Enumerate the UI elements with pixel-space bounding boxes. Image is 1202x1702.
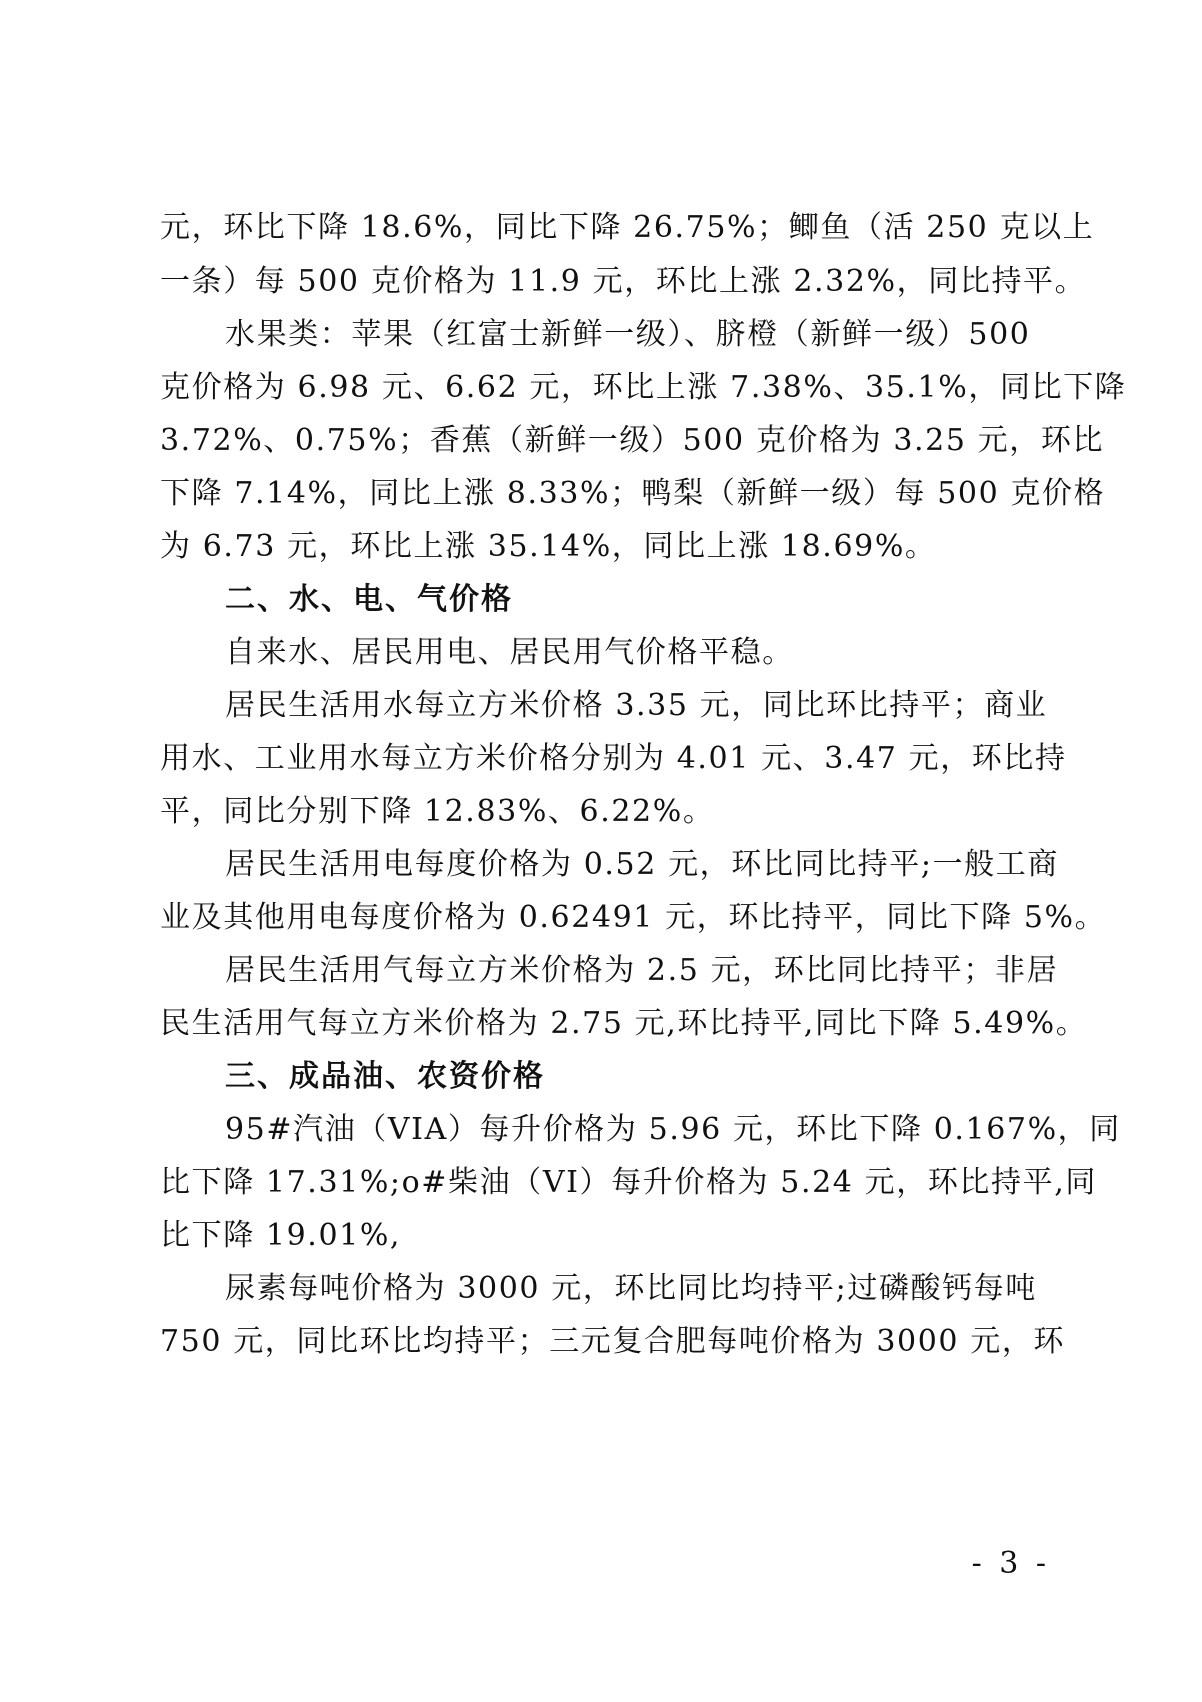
body-text-line: 比下降 19.01%, xyxy=(160,1218,402,1253)
body-text-line: 居民生活用电每度价格为 0.52 元，环比同比持平;一般工商 xyxy=(225,847,1059,882)
page-number: - 3 - xyxy=(971,1546,1050,1581)
body-text-line: 用水、工业用水每立方米价格分别为 4.01 元、3.47 元，环比持 xyxy=(160,741,1067,776)
body-text-line: 民生活用气每立方米价格为 2.75 元,环比持平,同比下降 5.49%。 xyxy=(160,1006,1088,1041)
body-text-line: 平，同比分别下降 12.83%、6.22%。 xyxy=(160,794,715,829)
body-text-line: 尿素每吨价格为 3000 元，环比同比均持平;过磷酸钙每吨 xyxy=(225,1271,1037,1306)
section-heading: 二、水、电、气价格 xyxy=(225,582,513,617)
section-heading: 三、成品油、农资价格 xyxy=(225,1059,545,1094)
body-text-line: 比下降 17.31%;o#柴油（VI）每升价格为 5.24 元，环比持平,同 xyxy=(160,1165,1097,1200)
body-text-line: 下降 7.14%，同比上涨 8.33%；鸭梨（新鲜一级）每 500 克价格 xyxy=(160,476,1106,511)
body-text-line: 自来水、居民用电、居民用气价格平稳。 xyxy=(225,635,794,670)
body-text-line: 一条）每 500 克价格为 11.9 元，环比上涨 2.32%，同比持平。 xyxy=(160,264,1087,299)
body-text-line: 为 6.73 元，环比上涨 35.14%，同比上涨 18.69%。 xyxy=(160,529,937,564)
body-text-line: 水果类：苹果（红富士新鲜一级）、脐橙（新鲜一级）500 xyxy=(225,317,1031,352)
body-text-line: 750 元，同比环比均持平；三元复合肥每吨价格为 3000 元，环 xyxy=(160,1324,1066,1359)
body-text-line: 95#汽油（VIA）每升价格为 5.96 元，环比下降 0.167%，同 xyxy=(225,1112,1121,1147)
body-text-line: 业及其他用电每度价格为 0.62491 元，环比持平，同比下降 5%。 xyxy=(160,900,1107,935)
body-text-line: 居民生活用气每立方米价格为 2.5 元，环比同比持平；非居 xyxy=(225,953,1059,988)
body-text-line: 3.72%、0.75%；香蕉（新鲜一级）500 克价格为 3.25 元，环比 xyxy=(160,423,1105,458)
body-text-line: 居民生活用水每立方米价格 3.35 元，同比环比持平；商业 xyxy=(225,688,1048,723)
body-text-line: 元，环比下降 18.6%，同比下降 26.75%；鲫鱼（活 250 克以上 xyxy=(160,210,1095,245)
body-text-line: 克价格为 6.98 元、6.62 元，环比上涨 7.38%、35.1%，同比下降 xyxy=(160,370,1127,405)
